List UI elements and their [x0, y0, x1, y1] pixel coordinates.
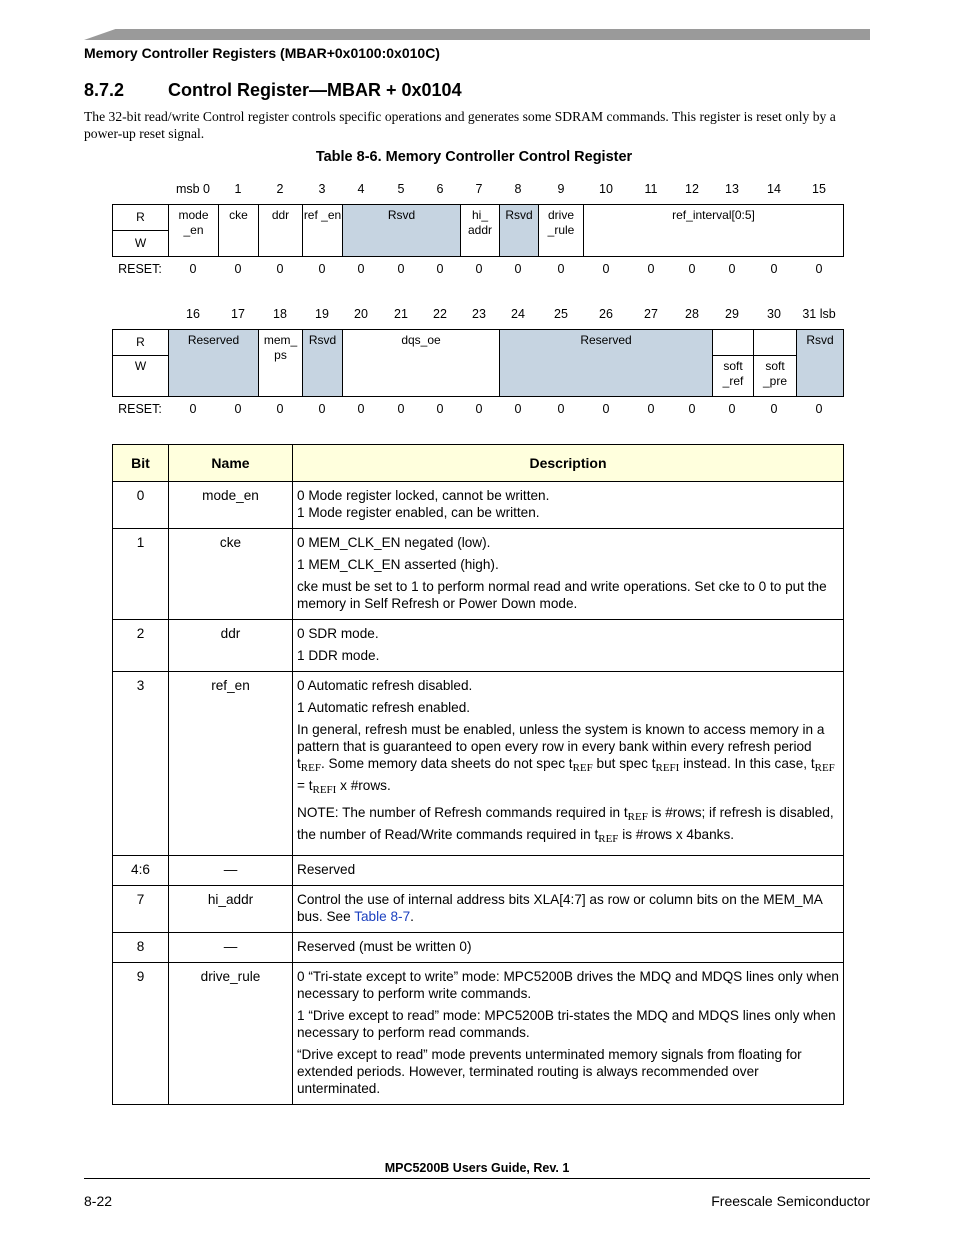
reset-value: 0: [318, 402, 326, 416]
note-paragraph: NOTE: The number of Refresh commands required in $t_{REF}$ is #rows; if refresh is disabled, the number of Read/Write commands required in $t_{REF}$ is #rows x 4banks.: [297, 805, 834, 845]
reset-value: 0: [557, 262, 565, 276]
bit-number: 29: [725, 307, 739, 321]
bit-number: 14: [767, 182, 781, 196]
header-bar: [84, 29, 870, 40]
table-link[interactable]: Table 8-7: [354, 909, 411, 924]
bit-number: 22: [433, 307, 447, 321]
field-rsvd: Rsvd: [387, 208, 416, 222]
reset-label: RESET:: [118, 402, 162, 416]
bit-number: 20: [354, 307, 368, 321]
write-label: W: [134, 359, 147, 373]
name-cell: hi_addr: [169, 886, 293, 933]
bit-number: 12: [685, 182, 699, 196]
bit-cell: 3: [113, 672, 169, 856]
intro-paragraph: The 32-bit read/write Control register controls specific operations and generates some SDRAM commands. This register is reset only by a power-up reset signal.: [84, 109, 836, 141]
reset-value: 0: [728, 262, 736, 276]
reset-value: 0: [276, 402, 284, 416]
bit-cell: 1: [113, 529, 169, 620]
reset-value: 0: [514, 262, 522, 276]
field-soft-pre: soft _pre: [762, 359, 788, 388]
reset-value: 0: [436, 402, 444, 416]
table-row: [113, 482, 844, 529]
field-dqs-oe: dqs_oe: [401, 333, 441, 347]
table-row: [113, 933, 844, 963]
read-label: R: [113, 205, 169, 231]
field-mode-en: mode _en: [178, 208, 209, 237]
reset-value: 0: [514, 402, 522, 416]
name-cell: ref_en: [169, 672, 293, 856]
desc-paragraph: 0 SDR mode.: [297, 626, 379, 641]
reset-value: 0: [189, 402, 197, 416]
field-drive-rule: drive _rule: [547, 208, 575, 237]
description-cell: [293, 620, 844, 672]
name-cell: —: [169, 856, 293, 886]
desc-paragraph: 0 “Tri-state except to write” mode: MPC5200B drives the MDQ and MDQS lines only when necessary to perform write commands.: [297, 969, 839, 1001]
field-ddr: ddr: [271, 208, 290, 222]
reset-value: 0: [475, 262, 483, 276]
field-ref-interval: ref_interval[0:5]: [672, 208, 755, 222]
desc-paragraph: 1 DDR mode.: [297, 648, 380, 663]
desc-paragraph: cke must be set to 1 to perform normal read and write operations. Set cke to 0 to put the memory in Self Refresh or Power Down mode.: [297, 579, 827, 611]
bit-number: 15: [812, 182, 826, 196]
desc-paragraph: 1 Automatic refresh enabled.: [297, 700, 471, 715]
bit-number: msb 0: [175, 182, 211, 196]
reset-value: 0: [647, 262, 655, 276]
description-cell: Reserved: [293, 856, 844, 886]
bit-number: 18: [273, 307, 287, 321]
bit-number: 6: [436, 182, 444, 196]
bit-number: 1: [234, 182, 242, 196]
reset-value: 0: [397, 402, 405, 416]
bit-number: 31 lsb: [802, 307, 836, 321]
reset-value: 0: [688, 402, 696, 416]
bit-number: 28: [685, 307, 699, 321]
bit-number: 11: [644, 182, 658, 196]
desc-paragraph: 1 MEM_CLK_EN asserted (high).: [297, 557, 499, 572]
reset-value: 0: [276, 262, 284, 276]
bit-cell: 2: [113, 620, 169, 672]
reset-value: 0: [815, 262, 823, 276]
bit-cell: 9: [113, 963, 169, 1105]
footer-title: MPC5200B Users Guide, Rev. 1: [384, 1161, 570, 1175]
reset-value: 0: [397, 262, 405, 276]
description-cell: Reserved (must be written 0): [293, 933, 844, 963]
running-head: Memory Controller Registers (MBAR+0x0100:0x010C): [84, 45, 440, 61]
reset-value: 0: [602, 262, 610, 276]
bit-number: 27: [644, 307, 658, 321]
desc-paragraph: 0 MEM_CLK_EN negated (low).: [297, 535, 491, 550]
desc-paragraph: In general, refresh must be enabled, unless the system is known to access memory in a pattern that is guaranteed to open every row in every bank within every refresh period $t_{REF}$. Some memory data sheets do not spec $t_{REF}$ but spec $t_{REFI}$ instead. In this case, $t_{REF} = t_{REFI}$ x #rows.: [297, 722, 835, 796]
name-cell: —: [169, 933, 293, 963]
reset-value: 0: [770, 402, 778, 416]
bit-cell: 8: [113, 933, 169, 963]
table-row: [113, 886, 844, 933]
table-row: [113, 529, 844, 620]
bit-cell: 0: [113, 482, 169, 529]
desc-paragraph: 0 Automatic refresh disabled.: [297, 678, 473, 693]
field-hi-addr: hi_ addr: [467, 208, 493, 237]
table-row: [113, 963, 844, 1105]
desc-paragraph: 1 “Drive except to read” mode: MPC5200B tri-states the MDQ and MDQS lines only when necessary to perform read commands.: [297, 1008, 836, 1040]
read-label: R: [113, 330, 169, 356]
reset-value: 0: [357, 262, 365, 276]
bit-number: 23: [472, 307, 486, 321]
register-lower: [112, 329, 844, 397]
field-rsvd: Rsvd: [308, 333, 337, 347]
write-label: W: [113, 231, 169, 257]
bit-number: 26: [599, 307, 613, 321]
field-soft-ref: soft _ref: [722, 359, 744, 388]
bit-number: 19: [315, 307, 329, 321]
section-number: 8.7.2: [84, 80, 125, 100]
bit-number: 16: [186, 307, 200, 321]
description-cell: [293, 963, 844, 1105]
field-reserved: Reserved: [580, 333, 632, 347]
name-cell: mode_en: [169, 482, 293, 529]
description-cell: Control the use of internal address bits XLA[4:7] as row or column bits on the MEM_MA bus. See Table 8-7.: [293, 886, 844, 933]
bit-number: 30: [767, 307, 781, 321]
field-rsvd: Rsvd: [806, 333, 834, 347]
field-reserved: Reserved: [187, 333, 240, 347]
reset-value: 0: [475, 402, 483, 416]
reset-label: RESET:: [118, 262, 162, 276]
reset-value: 0: [647, 402, 655, 416]
reset-value: 0: [234, 262, 242, 276]
footer-rule: [84, 1178, 870, 1179]
bit-number: 3: [318, 182, 326, 196]
bit-number: 21: [394, 307, 408, 321]
field-ref-en: ref _en: [303, 208, 342, 222]
reset-value: 0: [436, 262, 444, 276]
bit-number: 10: [599, 182, 613, 196]
description-cell: [293, 672, 844, 856]
bit-cell: 7: [113, 886, 169, 933]
table-row: [113, 620, 844, 672]
bit-number: 7: [475, 182, 483, 196]
company-name: Freescale Semiconductor: [711, 1193, 870, 1209]
field-description-table: [112, 444, 844, 1105]
reset-value: 0: [602, 402, 610, 416]
description-cell: [293, 529, 844, 620]
table-caption: Table 8-6. Memory Controller Control Register: [315, 149, 633, 165]
bit-number: 4: [357, 182, 365, 196]
name-cell: cke: [169, 529, 293, 620]
bit-number: 24: [511, 307, 525, 321]
reset-value: 0: [728, 402, 736, 416]
reset-value: 0: [815, 402, 823, 416]
reset-value: 0: [357, 402, 365, 416]
reset-value: 0: [318, 262, 326, 276]
bit-number: 17: [231, 307, 245, 321]
header-description: Description: [293, 445, 844, 482]
name-cell: ddr: [169, 620, 293, 672]
reset-value: 0: [189, 262, 197, 276]
desc-paragraph: “Drive except to read” mode prevents unterminated memory signals from floating for extended periods. However, terminated routing is always recommended over unterminated.: [297, 1047, 802, 1096]
name-cell: drive_rule: [169, 963, 293, 1105]
reset-value: 0: [557, 402, 565, 416]
bit-number: 9: [557, 182, 565, 196]
table-row: [113, 856, 844, 886]
page-number: 8-22: [84, 1193, 113, 1209]
header-bit: Bit: [113, 445, 169, 482]
bit-number: 2: [276, 182, 284, 196]
section-title: Control Register—MBAR + 0x0104: [168, 80, 462, 100]
table-row: [113, 672, 844, 856]
description-cell: [293, 482, 844, 529]
bit-number: 25: [554, 307, 568, 321]
bit-cell: 4:6: [113, 856, 169, 886]
bit-number: 13: [725, 182, 739, 196]
soft-ref-read-cell: [713, 330, 754, 356]
desc-line: 0 Mode register locked, cannot be written.: [297, 488, 550, 503]
register-upper: [112, 204, 844, 257]
header-name: Name: [169, 445, 293, 482]
reset-value: 0: [234, 402, 242, 416]
field-mem-ps: mem_ ps: [263, 333, 298, 362]
bit-number: 8: [514, 182, 522, 196]
desc-line: 1 Mode register enabled, can be written.: [297, 505, 540, 520]
soft-pre-read-cell: [754, 330, 797, 356]
bit-number: 5: [397, 182, 405, 196]
reset-value: 0: [770, 262, 778, 276]
field-rsvd: Rsvd: [505, 208, 533, 222]
reset-value: 0: [688, 262, 696, 276]
field-cke: cke: [229, 208, 248, 222]
